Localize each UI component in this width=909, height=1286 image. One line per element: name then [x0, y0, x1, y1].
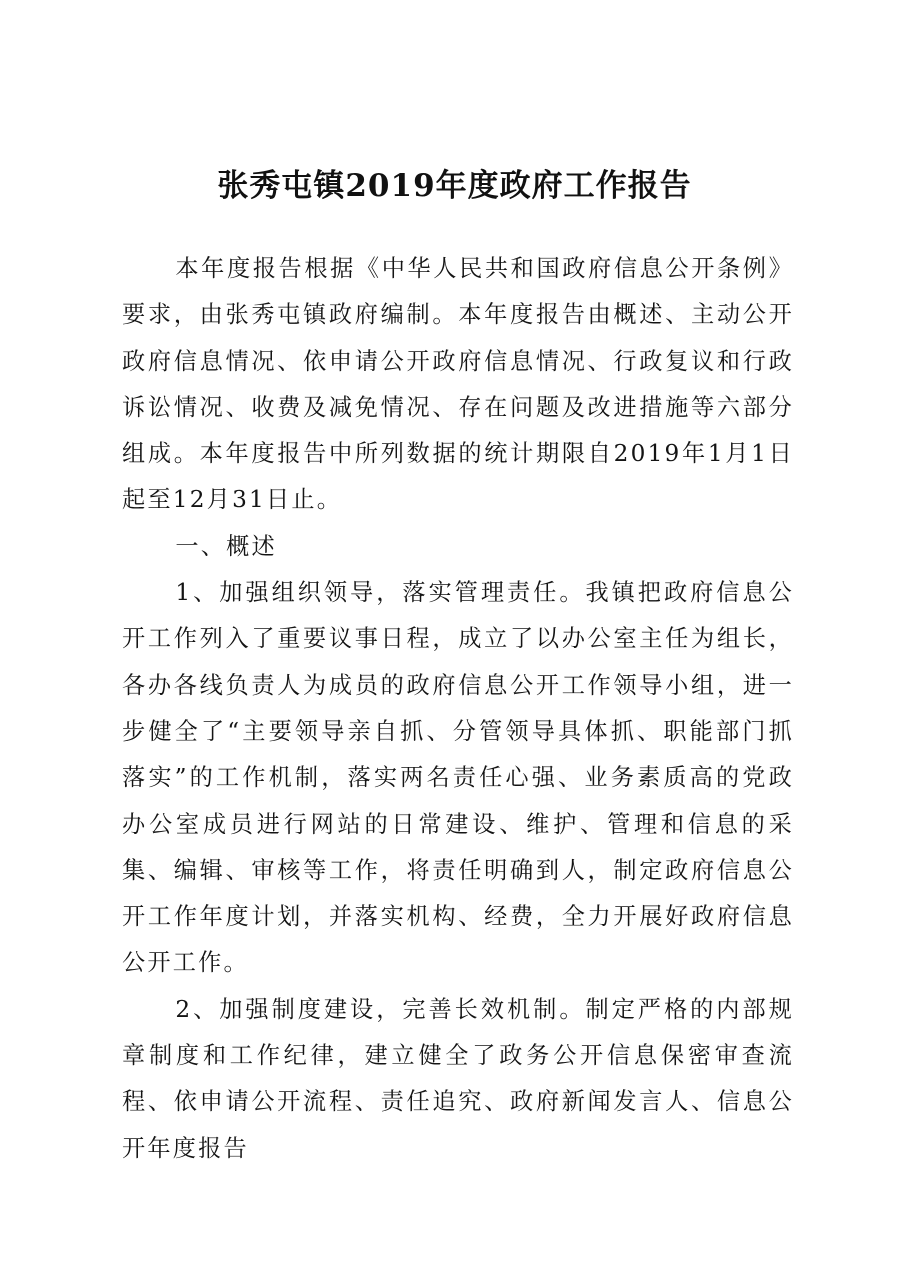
paragraph-item-1: 1、加强组织领导，落实管理责任。我镇把政府信息公开工作列入了重要议事日程，成立了以办公室主任为组长，各办各线负责人为成员的政府信息公开工作领导小组，进一步健全了“主要领导亲自抓、分管领导具体抓、职能部门抓落实”的工作机制，落实两名责任心强、业务素质高的党政办公室成员进行网站的日常建设、维护、管理和信息的采集、编辑、审核等工作，将责任明确到人，制定政府信息公开工作年度计划，并落实机构、经费，全力开展好政府信息公开工作。	[122, 579, 794, 977]
section-heading-overview: 一、概述	[175, 532, 277, 560]
document-body	[122, 246, 794, 1172]
paragraph-item-2: 2、加强制度建设，完善长效机制。制定严格的内部规章制度和工作纪律，建立健全了政务公开信息保密审查流程、依申请公开流程、责任追究、政府新闻发言人、信息公开年度报告	[122, 995, 794, 1162]
document-title: 张秀屯镇2019年度政府工作报告	[217, 168, 692, 204]
paragraph-intro: 本年度报告根据《中华人民共和国政府信息公开条例》要求，由张秀屯镇政府编制。本年度报告由概述、主动公开政府信息情况、依申请公开政府信息情况、行政复议和行政诉讼情况、收费及减免情况、存在问题及改进措施等六部分组成。本年度报告中所列数据的统计期限自2019年1月1日起至12月31日止。	[122, 255, 794, 514]
